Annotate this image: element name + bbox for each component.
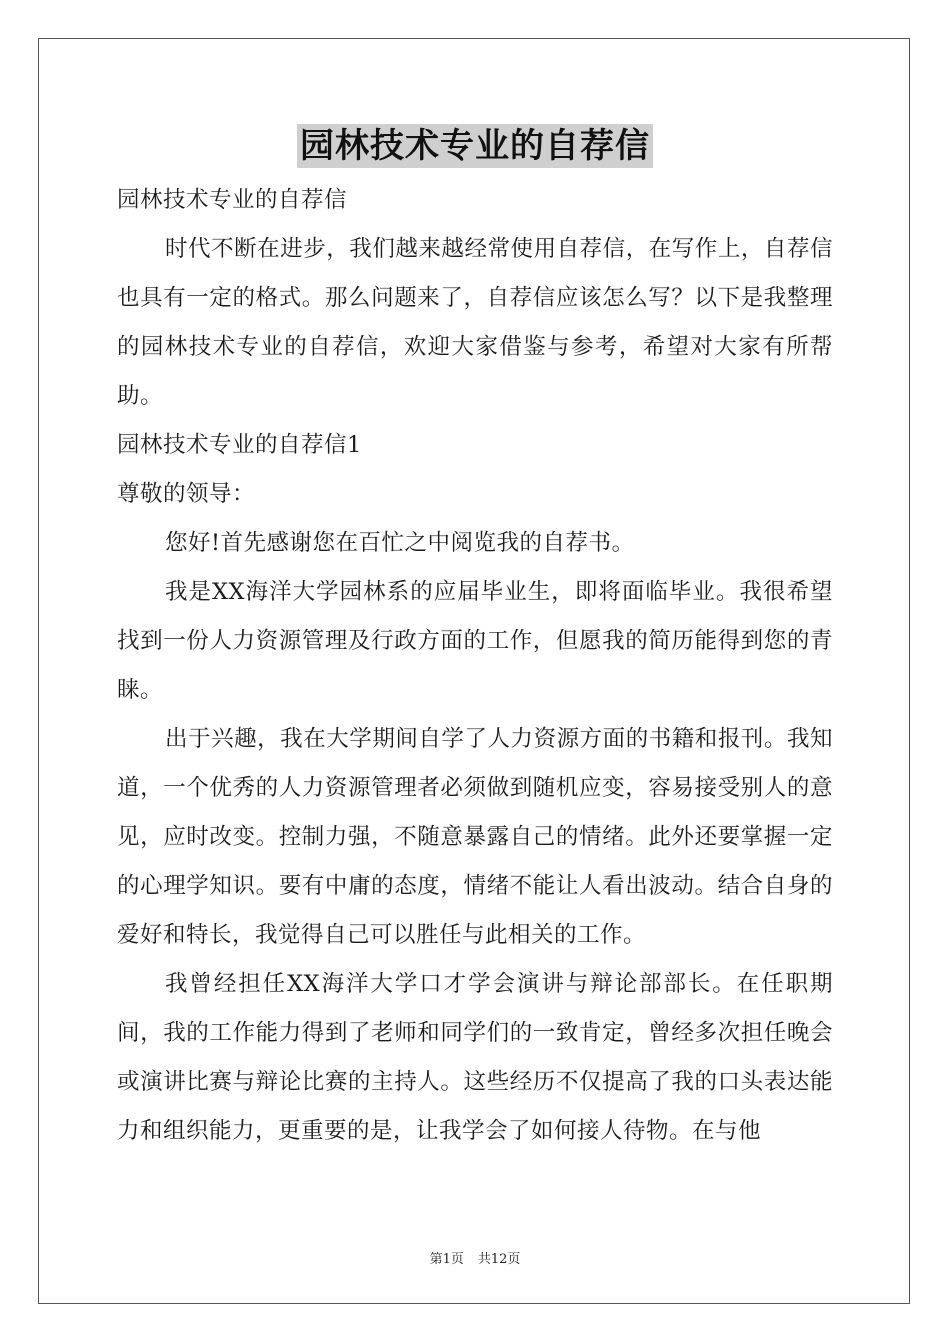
document-body bbox=[117, 176, 833, 1156]
paragraph-body-3: 我曾经担任XX海洋大学口才学会演讲与辩论部部长。在任职期间，我的工作能力得到了老师和同学们的一致肯定，曾经多次担任晚会或演讲比赛与辩论比赛的主持人。这些经历不仅提高了我的口头表达能力和组织能力，更重要的是，让我学会了如何接人待物。在与他 bbox=[117, 971, 833, 1144]
document-title: 园林技术专业的自荐信 bbox=[297, 124, 653, 168]
paragraph-subtitle: 园林技术专业的自荐信 bbox=[117, 187, 348, 213]
paragraph-greeting: 您好!首先感谢您在百忙之中阅览我的自荐书。 bbox=[165, 530, 635, 556]
paragraph-salutation: 尊敬的领导： bbox=[117, 481, 256, 507]
paragraph-intro: 时代不断在进步，我们越来越经常使用自荐信，在写作上，自荐信也具有一定的格式。那么问题来了，自荐信应该怎么写？以下是我整理的园林技术专业的自荐信，欢迎大家借鉴与参考，希望对大家有所帮助。 bbox=[117, 236, 833, 409]
page-footer bbox=[0, 1248, 950, 1267]
title-area bbox=[0, 124, 950, 168]
paragraph-heading-1: 园林技术专业的自荐信1 bbox=[117, 432, 362, 458]
page-total: 共12页 bbox=[477, 1252, 521, 1267]
page-number: 第1页 bbox=[429, 1252, 464, 1267]
paragraph-body-1: 我是XX海洋大学园林系的应届毕业生，即将面临毕业。我很希望找到一份人力资源管理及行政方面的工作，但愿我的简历能得到您的青睐。 bbox=[117, 579, 833, 703]
paragraph-body-2: 出于兴趣，我在大学期间自学了人力资源方面的书籍和报刊。我知道，一个优秀的人力资源管理者必须做到随机应变，容易接受别人的意见，应时改变。控制力强，不随意暴露自己的情绪。此外还要掌握一定的心理学知识。要有中庸的态度，情绪不能让人看出波动。结合自身的爱好和特长，我觉得自己可以胜任与此相关的工作。 bbox=[117, 726, 833, 948]
